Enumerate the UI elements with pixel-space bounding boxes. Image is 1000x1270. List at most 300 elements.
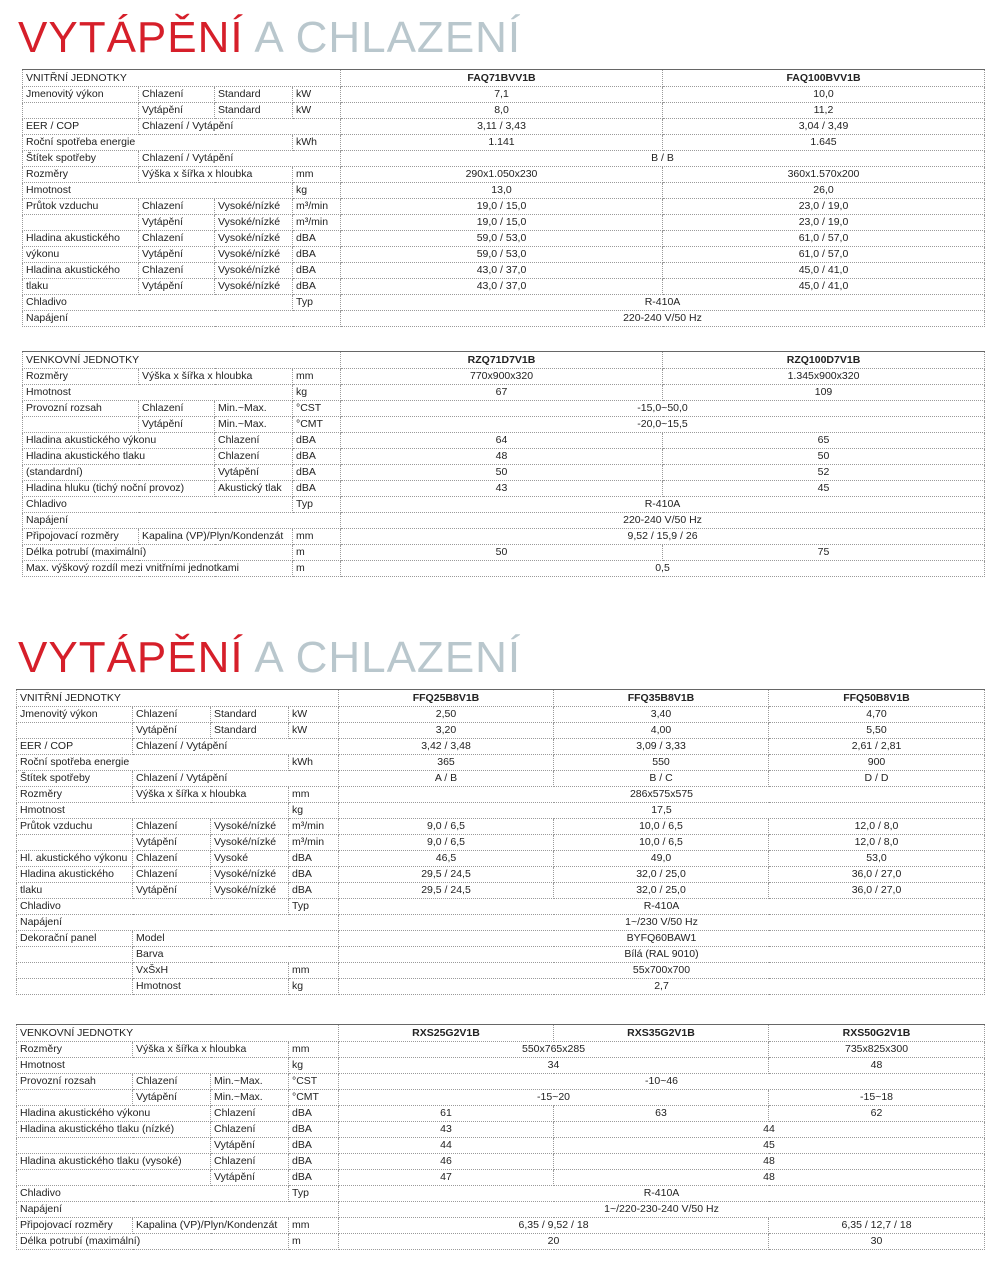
spec-unit: Typ [289, 899, 339, 915]
spec-label [23, 103, 139, 119]
spec-label: Jmenovitý výkon [17, 707, 133, 723]
spec-row [17, 1106, 985, 1122]
spec-value: R-410A [341, 497, 985, 513]
spec-condition: Min.~Max. [215, 401, 293, 417]
spec-row [23, 151, 985, 167]
spec-value: A / B [339, 771, 554, 787]
spec-value: 61,0 / 57,0 [663, 231, 985, 247]
spec-unit: dBA [289, 1106, 339, 1122]
spec-unit: kg [293, 385, 341, 401]
spec-sublabel: Vytápění [133, 835, 211, 851]
spec-unit: m³/min [289, 835, 339, 851]
spec-row [17, 1154, 985, 1170]
spec-label: Připojovací rozměry [23, 529, 139, 545]
spec-condition: Standard [211, 723, 289, 739]
spec-value: -15~18 [769, 1090, 985, 1106]
spec-row [17, 1122, 985, 1138]
spec-value: 5,50 [769, 723, 985, 739]
spec-row [23, 497, 985, 513]
spec-value: 45 [663, 481, 985, 497]
spec-row [17, 867, 985, 883]
spec-value: 2,61 / 2,81 [769, 739, 985, 755]
spec-sublabel: Barva [133, 947, 339, 963]
spec-row [23, 103, 985, 119]
spec-label [17, 723, 133, 739]
spec-sublabel: Model [133, 931, 339, 947]
spec-value: 3,04 / 3,49 [663, 119, 985, 135]
spec-condition: Chlazení [215, 449, 293, 465]
spec-value: 52 [663, 465, 985, 481]
spec-row [17, 739, 985, 755]
model-name: FFQ25B8V1B [339, 690, 554, 707]
spec-sublabel: Vytápění [139, 417, 215, 433]
spec-label: Napájení [17, 915, 339, 931]
spec-value: B / C [554, 771, 769, 787]
spec-value: 9,0 / 6,5 [339, 835, 554, 851]
spec-row [17, 899, 985, 915]
spec-label: Hladina akustického tlaku (nízké) [17, 1122, 211, 1138]
spec-label: Hladina akustického tlaku (vysoké) [17, 1154, 211, 1170]
spec-value: 1~/220-230-240 V/50 Hz [339, 1202, 985, 1218]
spec-label: (standardní) [23, 465, 215, 481]
model-name: RXS25G2V1B [339, 1025, 554, 1042]
spec-label: EER / COP [17, 739, 133, 755]
spec-unit: m [293, 545, 341, 561]
spec-unit: mm [289, 1218, 339, 1234]
spec-label: Napájení [17, 1202, 339, 1218]
spec-value: 50 [341, 545, 663, 561]
spec-row [17, 931, 985, 947]
spec-sublabel: Vytápění [139, 103, 215, 119]
spec-label: Hladina akustického tlaku [23, 449, 215, 465]
spec-unit: m [293, 561, 341, 577]
spec-unit: mm [289, 963, 339, 979]
spec-condition: Chlazení [211, 1154, 289, 1170]
heading-light-text: A CHLAZENÍ [254, 633, 522, 682]
spec-unit: kg [293, 183, 341, 199]
spec-unit: dBA [293, 279, 341, 295]
spec-label: Chladivo [17, 899, 289, 915]
spec-unit: dBA [289, 1154, 339, 1170]
spec-row [17, 1138, 985, 1154]
spec-sublabel: Chlazení [133, 867, 211, 883]
spec-row [23, 449, 985, 465]
spec-condition: Min.~Max. [211, 1074, 289, 1090]
spec-unit: Typ [289, 1186, 339, 1202]
spec-value: 900 [769, 755, 985, 771]
spec-value: 1.645 [663, 135, 985, 151]
table-header-label: VENKOVNÍ JEDNOTKY [23, 352, 341, 369]
spec-row [17, 851, 985, 867]
spec-value: B / B [341, 151, 985, 167]
table-header-row [17, 1025, 985, 1042]
spec-value: R-410A [341, 295, 985, 311]
spec-value: R-410A [339, 1186, 985, 1202]
spec-condition: Vysoké/nízké [215, 263, 293, 279]
spec-condition: Vytápění [215, 465, 293, 481]
spec-sublabel: Výška x šířka x hloubka [139, 369, 293, 385]
spec-row [17, 835, 985, 851]
spec-unit: dBA [289, 867, 339, 883]
spec-unit: dBA [293, 465, 341, 481]
spec-value: -15~20 [339, 1090, 769, 1106]
spec-value: 23,0 / 19,0 [663, 215, 985, 231]
model-name: RXS35G2V1B [554, 1025, 769, 1042]
spec-value: 2,50 [339, 707, 554, 723]
spec-unit: mm [293, 369, 341, 385]
spec-row [17, 1042, 985, 1058]
spec-condition: Vysoké/nízké [211, 835, 289, 851]
spec-unit: kWh [293, 135, 341, 151]
spec-unit: dBA [289, 1170, 339, 1186]
table-header-row [17, 690, 985, 707]
spec-label: Hmotnost [23, 385, 293, 401]
spec-value: 43 [339, 1122, 554, 1138]
spec-sublabel: Chlazení / Vytápění [139, 119, 341, 135]
spec-row [23, 87, 985, 103]
spec-value: 48 [769, 1058, 985, 1074]
spec-value: 47 [339, 1170, 554, 1186]
spec-value: 3,42 / 3,48 [339, 739, 554, 755]
spec-condition: Akustický tlak [215, 481, 293, 497]
spec-label: tlaku [17, 883, 133, 899]
spec-value: 46,5 [339, 851, 554, 867]
spec-sublabel: Výška x šířka x hloubka [133, 787, 289, 803]
spec-unit: Typ [293, 295, 341, 311]
spec-value: 48 [554, 1154, 985, 1170]
spec-value: 34 [339, 1058, 769, 1074]
spec-label: Provozní rozsah [23, 401, 139, 417]
spec-row [23, 545, 985, 561]
model-name: RXS50G2V1B [769, 1025, 985, 1042]
spec-unit: kg [289, 803, 339, 819]
spec-condition: Standard [215, 103, 293, 119]
spec-label [17, 979, 133, 995]
spec-row [17, 1170, 985, 1186]
spec-value: 4,00 [554, 723, 769, 739]
spec-label: Délka potrubí (maximální) [17, 1234, 289, 1250]
table-header-row [23, 70, 985, 87]
spec-value: 1~/230 V/50 Hz [339, 915, 985, 931]
spec-value: 44 [339, 1138, 554, 1154]
spec-sublabel: Vytápění [139, 247, 215, 263]
spec-value: 19,0 / 15,0 [341, 215, 663, 231]
spec-unit: kW [289, 707, 339, 723]
spec-value: 45,0 / 41,0 [663, 263, 985, 279]
heading-red-text: VYTÁPĚNÍ [18, 633, 244, 682]
spec-label: Max. výškový rozdíl mezi vnitřními jednotkami [23, 561, 293, 577]
spec-row [23, 401, 985, 417]
spec-sublabel: Vytápění [139, 215, 215, 231]
spec-value: 29,5 / 24,5 [339, 883, 554, 899]
section2-indoor-table [16, 689, 985, 995]
spec-unit: dBA [293, 263, 341, 279]
spec-label: Provozní rozsah [17, 1074, 133, 1090]
spec-value: 3,40 [554, 707, 769, 723]
spec-condition: Vytápění [211, 1170, 289, 1186]
spec-label [17, 1090, 133, 1106]
spec-row [23, 119, 985, 135]
spec-label [17, 1138, 211, 1154]
spec-row [23, 199, 985, 215]
spec-value: 48 [341, 449, 663, 465]
spec-label [17, 1170, 211, 1186]
spec-value: 32,0 / 25,0 [554, 867, 769, 883]
spec-row [17, 771, 985, 787]
spec-unit: mm [293, 529, 341, 545]
spec-value: 63 [554, 1106, 769, 1122]
spec-value: 770x900x320 [341, 369, 663, 385]
spec-value: 36,0 / 27,0 [769, 883, 985, 899]
spec-value: 61,0 / 57,0 [663, 247, 985, 263]
spec-label: Hladina akustického výkonu [17, 1106, 211, 1122]
spec-unit: dBA [289, 1122, 339, 1138]
table-header-row [23, 352, 985, 369]
spec-condition: Vysoké/nízké [215, 215, 293, 231]
spec-row [17, 1234, 985, 1250]
spec-value: 53,0 [769, 851, 985, 867]
spec-row [23, 279, 985, 295]
spec-sublabel: Chlazení / Vytápění [133, 739, 339, 755]
spec-value: 550 [554, 755, 769, 771]
spec-value: 49,0 [554, 851, 769, 867]
spec-unit: dBA [289, 1138, 339, 1154]
spec-value: 12,0 / 8,0 [769, 835, 985, 851]
spec-value: 45,0 / 41,0 [663, 279, 985, 295]
spec-value: 30 [769, 1234, 985, 1250]
spec-value: 290x1.050x230 [341, 167, 663, 183]
spec-sublabel: Výška x šířka x hloubka [133, 1042, 289, 1058]
spec-unit: Typ [293, 497, 341, 513]
spec-value: 1.345x900x320 [663, 369, 985, 385]
spec-label: EER / COP [23, 119, 139, 135]
spec-value: 19,0 / 15,0 [341, 199, 663, 215]
spec-row [23, 167, 985, 183]
section1-heading [18, 13, 522, 62]
spec-unit: dBA [289, 883, 339, 899]
spec-sublabel: Chlazení [133, 707, 211, 723]
spec-condition: Vysoké/nízké [211, 867, 289, 883]
spec-row [23, 385, 985, 401]
spec-sublabel: Výška x šířka x hloubka [139, 167, 293, 183]
spec-unit: °CMT [293, 417, 341, 433]
spec-value: 9,0 / 6,5 [339, 819, 554, 835]
spec-value: 220-240 V/50 Hz [341, 513, 985, 529]
spec-row [23, 513, 985, 529]
spec-value: 44 [554, 1122, 985, 1138]
spec-sublabel: Vytápění [133, 723, 211, 739]
spec-sublabel: Chlazení [139, 231, 215, 247]
spec-value: 550x765x285 [339, 1042, 769, 1058]
spec-unit: °CST [293, 401, 341, 417]
spec-label: Napájení [23, 513, 341, 529]
spec-condition: Chlazení [211, 1106, 289, 1122]
spec-row [23, 183, 985, 199]
section1-indoor-table [22, 69, 985, 327]
spec-sublabel: Kapalina (VP)/Plyn/Kondenzát [133, 1218, 289, 1234]
spec-condition: Vysoké/nízké [211, 819, 289, 835]
spec-row [23, 417, 985, 433]
spec-sublabel: Chlazení / Vytápění [133, 771, 339, 787]
spec-value: 36,0 / 27,0 [769, 867, 985, 883]
spec-value: 29,5 / 24,5 [339, 867, 554, 883]
spec-value: 3,11 / 3,43 [341, 119, 663, 135]
spec-label: Dekorační panel [17, 931, 133, 947]
table-header-label: VNITŘNÍ JEDNOTKY [17, 690, 339, 707]
spec-unit: dBA [293, 481, 341, 497]
spec-row [17, 755, 985, 771]
spec-condition: Vytápění [211, 1138, 289, 1154]
spec-unit: dBA [293, 231, 341, 247]
spec-label [17, 835, 133, 851]
spec-value: 59,0 / 53,0 [341, 247, 663, 263]
spec-row [23, 529, 985, 545]
spec-unit: dBA [293, 433, 341, 449]
spec-label: Hladina akustického [17, 867, 133, 883]
spec-label: Hladina akustického výkonu [23, 433, 215, 449]
spec-unit: dBA [293, 247, 341, 263]
spec-value: 43,0 / 37,0 [341, 263, 663, 279]
spec-label: Rozměry [23, 167, 139, 183]
spec-sublabel: Chlazení [133, 1074, 211, 1090]
spec-label: Hladina akustického [23, 231, 139, 247]
spec-label: Hmotnost [23, 183, 293, 199]
spec-sublabel: Chlazení [139, 263, 215, 279]
spec-value: 61 [339, 1106, 554, 1122]
spec-row [17, 1186, 985, 1202]
spec-row [17, 963, 985, 979]
spec-label: Štítek spotřeby [17, 771, 133, 787]
spec-value: 3,09 / 3,33 [554, 739, 769, 755]
spec-sublabel: Kapalina (VP)/Plyn/Kondenzát [139, 529, 293, 545]
spec-unit: kg [289, 1058, 339, 1074]
spec-unit: kWh [289, 755, 339, 771]
spec-row [17, 979, 985, 995]
spec-unit: kW [289, 723, 339, 739]
spec-sublabel: Chlazení [133, 819, 211, 835]
spec-value: 11,2 [663, 103, 985, 119]
spec-label: Rozměry [17, 787, 133, 803]
spec-row [17, 1074, 985, 1090]
spec-value: D / D [769, 771, 985, 787]
spec-unit: mm [289, 787, 339, 803]
spec-unit: dBA [293, 449, 341, 465]
spec-label [23, 417, 139, 433]
spec-condition: Vysoké/nízké [215, 247, 293, 263]
spec-row [23, 465, 985, 481]
spec-unit: kW [293, 87, 341, 103]
spec-value: 26,0 [663, 183, 985, 199]
model-name: FAQ71BVV1B [341, 70, 663, 87]
spec-condition: Vysoké/nízké [211, 883, 289, 899]
spec-sublabel: Hmotnost [133, 979, 289, 995]
spec-row [17, 707, 985, 723]
model-name: FFQ50B8V1B [769, 690, 985, 707]
spec-row [23, 215, 985, 231]
spec-label: Chladivo [23, 295, 293, 311]
model-name: FFQ35B8V1B [554, 690, 769, 707]
spec-unit: m³/min [293, 215, 341, 231]
spec-value: 75 [663, 545, 985, 561]
spec-value: 360x1.570x200 [663, 167, 985, 183]
spec-row [17, 915, 985, 931]
spec-label: Hmotnost [17, 803, 289, 819]
spec-value: 365 [339, 755, 554, 771]
spec-sublabel: Chlazení [139, 401, 215, 417]
spec-value: 48 [554, 1170, 985, 1186]
spec-value: 0,5 [341, 561, 985, 577]
spec-label: Napájení [23, 311, 341, 327]
spec-unit: dBA [289, 851, 339, 867]
spec-row [17, 947, 985, 963]
spec-label: Roční spotřeba energie [17, 755, 289, 771]
table-header-label: VENKOVNÍ JEDNOTKY [17, 1025, 339, 1042]
spec-sublabel: Vytápění [139, 279, 215, 295]
spec-label: Jmenovitý výkon [23, 87, 139, 103]
spec-unit: kW [293, 103, 341, 119]
table-header-label: VNITŘNÍ JEDNOTKY [23, 70, 341, 87]
spec-sublabel: Vytápění [133, 883, 211, 899]
spec-value: 55x700x700 [339, 963, 985, 979]
spec-label: Připojovací rozměry [17, 1218, 133, 1234]
spec-value: 8,0 [341, 103, 663, 119]
spec-value: Bílá (RAL 9010) [339, 947, 985, 963]
spec-unit: m³/min [293, 199, 341, 215]
spec-label: výkonu [23, 247, 139, 263]
spec-unit: m³/min [289, 819, 339, 835]
spec-value: 10,0 [663, 87, 985, 103]
spec-row [17, 883, 985, 899]
spec-value: 6,35 / 12,7 / 18 [769, 1218, 985, 1234]
section2-heading [18, 633, 522, 682]
spec-sublabel: Chlazení / Vytápění [139, 151, 341, 167]
spec-condition: Min.~Max. [215, 417, 293, 433]
spec-unit: °CST [289, 1074, 339, 1090]
spec-row [23, 231, 985, 247]
spec-row [23, 247, 985, 263]
spec-value: 3,20 [339, 723, 554, 739]
spec-row [17, 787, 985, 803]
spec-row [17, 1090, 985, 1106]
spec-condition: Chlazení [211, 1122, 289, 1138]
spec-value: 9,52 / 15,9 / 26 [341, 529, 985, 545]
section1-outdoor-table [22, 351, 985, 577]
spec-label: Chladivo [17, 1186, 289, 1202]
spec-condition: Vysoké/nízké [215, 231, 293, 247]
spec-row [23, 263, 985, 279]
spec-condition: Min.~Max. [211, 1090, 289, 1106]
spec-row [23, 433, 985, 449]
spec-value: 286x575x575 [339, 787, 985, 803]
spec-value: 43 [341, 481, 663, 497]
model-name: RZQ71D7V1B [341, 352, 663, 369]
spec-value: 45 [554, 1138, 985, 1154]
spec-row [17, 1218, 985, 1234]
heading-red-text: VYTÁPĚNÍ [18, 13, 244, 62]
spec-row [17, 803, 985, 819]
spec-row [17, 723, 985, 739]
spec-row [23, 135, 985, 151]
spec-value: 50 [341, 465, 663, 481]
spec-value: 65 [663, 433, 985, 449]
heading-light-text: A CHLAZENÍ [254, 13, 522, 62]
spec-label: Rozměry [23, 369, 139, 385]
spec-sublabel: Vytápění [133, 1090, 211, 1106]
spec-label [23, 215, 139, 231]
spec-label: Hl. akustického výkonu [17, 851, 133, 867]
spec-row [23, 311, 985, 327]
model-name: RZQ100D7V1B [663, 352, 985, 369]
